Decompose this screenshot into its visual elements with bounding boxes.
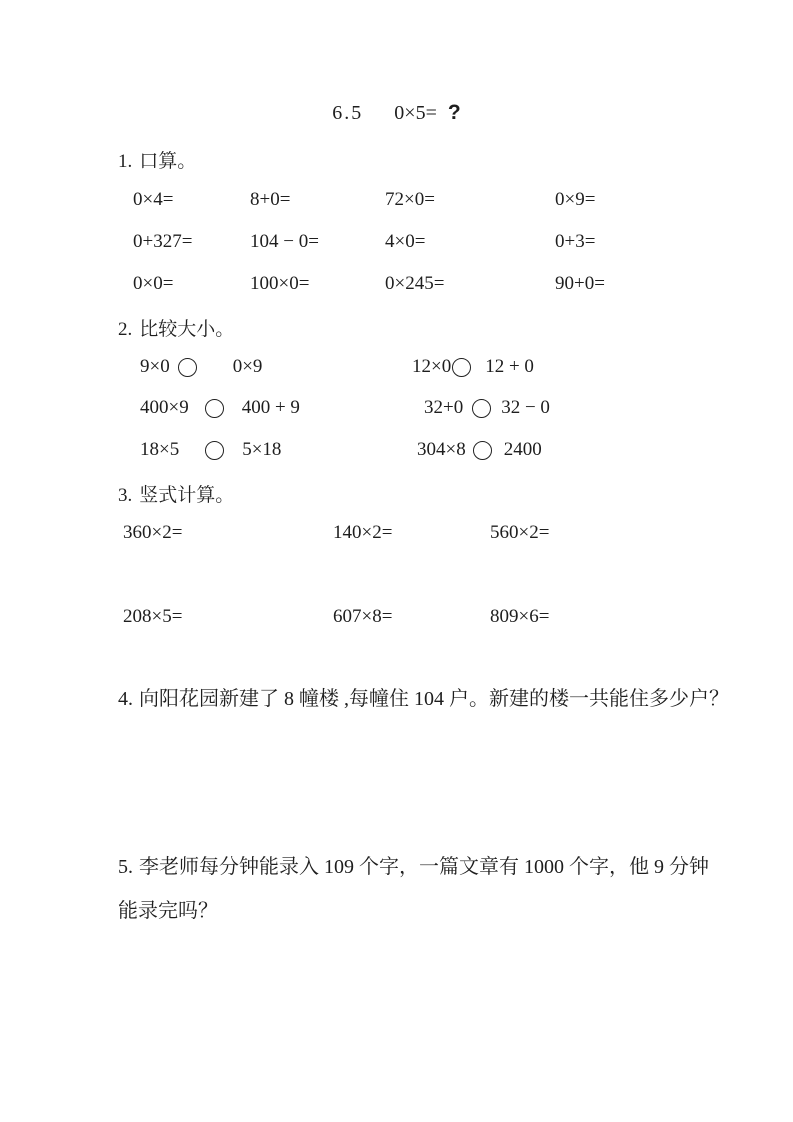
word-problem-5-text: 李老师每分钟能录入 109 个字，一篇文章有 1000 个字，他 9 分钟 xyxy=(139,856,709,878)
oral-problem: 0×245= xyxy=(385,273,445,294)
word-problem-5 xyxy=(118,845,709,933)
section-2-title: 比较大小。 xyxy=(139,319,235,340)
section-3-heading xyxy=(118,480,234,507)
comparison-right: 400 + 9 xyxy=(241,397,300,418)
word-problem-5-line-2: 能录完吗？ xyxy=(118,900,218,922)
vertical-problem: 140×2= xyxy=(333,522,393,543)
oral-problem: 104 − 0= xyxy=(250,231,319,252)
vertical-row-1 xyxy=(123,522,549,544)
oral-row-2 xyxy=(133,231,595,253)
comparison-pair xyxy=(140,397,300,419)
comparison-right: 2400 xyxy=(503,439,542,460)
oral-problem: 0+3= xyxy=(555,231,596,252)
oral-problem: 4×0= xyxy=(385,231,426,252)
comparison-left: 12×0 xyxy=(412,356,452,377)
comparison-circle xyxy=(205,399,224,418)
oral-row-3 xyxy=(133,273,605,295)
vertical-row-2 xyxy=(123,606,549,628)
oral-problem: 100×0= xyxy=(250,273,310,294)
oral-problem: 8+0= xyxy=(250,189,291,210)
comparison-left: 9×0 xyxy=(140,356,170,377)
comparison-circle xyxy=(472,399,491,418)
section-2-heading xyxy=(118,314,234,341)
section-3-title: 竖式计算。 xyxy=(139,485,235,506)
word-problem-5-line-1 xyxy=(118,845,709,889)
section-5-number: 5. xyxy=(118,856,133,878)
comparison-left: 18×5 xyxy=(140,439,180,460)
oral-row-1 xyxy=(133,189,595,211)
vertical-problem: 607×8= xyxy=(333,606,393,627)
vertical-problem: 208×5= xyxy=(123,606,183,627)
worksheet-title xyxy=(0,101,793,125)
comparison-right: 32 − 0 xyxy=(501,397,550,418)
comparison-right: 12 + 0 xyxy=(485,356,534,377)
comparison-pair xyxy=(417,439,542,461)
comparison-right: 0×9 xyxy=(232,356,263,377)
section-4-number: 4. xyxy=(118,688,133,710)
oral-problem: 0×4= xyxy=(133,189,174,210)
title-question-mark: ? xyxy=(447,101,461,124)
vertical-problem: 360×2= xyxy=(123,522,183,543)
comparison-circle xyxy=(473,441,492,460)
section-1-number: 1. xyxy=(118,151,133,172)
lesson-number: 6.5 xyxy=(332,102,364,124)
comparison-left: 32+0 xyxy=(424,397,464,418)
comparison-pair xyxy=(424,397,550,419)
section-1-heading xyxy=(118,146,196,173)
comparison-circle xyxy=(205,441,224,460)
section-2-number: 2. xyxy=(118,319,133,340)
comparison-right: 5×18 xyxy=(242,439,282,460)
oral-problem: 72×0= xyxy=(385,189,435,210)
comparison-circle xyxy=(178,358,197,377)
comparison-left: 400×9 xyxy=(140,397,189,418)
comparison-pair xyxy=(140,356,262,378)
comparison-circle xyxy=(452,358,471,377)
word-problem-4-text: 向阳花园新建了 8 幢楼 ,每幢住 104 户。新建的楼一共能住多少户？ xyxy=(139,688,729,710)
section-1-title: 口算。 xyxy=(139,151,197,172)
vertical-problem: 560×2= xyxy=(490,522,550,543)
section-3-number: 3. xyxy=(118,485,133,506)
oral-problem: 0+327= xyxy=(133,231,193,252)
oral-problem: 0×0= xyxy=(133,273,174,294)
comparison-left: 304×8 xyxy=(417,439,466,460)
oral-problem: 0×9= xyxy=(555,189,596,210)
vertical-problem: 809×6= xyxy=(490,606,550,627)
word-problem-4 xyxy=(118,677,729,721)
comparison-pair xyxy=(140,439,281,461)
comparison-pair xyxy=(412,356,534,378)
title-expression: 0×5= xyxy=(394,102,437,124)
oral-problem: 90+0= xyxy=(555,273,605,294)
